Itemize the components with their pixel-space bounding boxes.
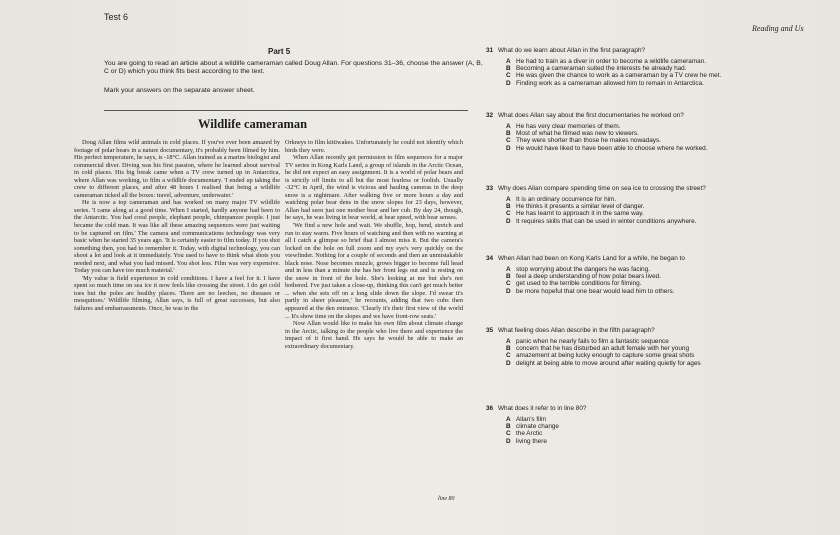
paragraph: Orkneys to film kittiwakes. Unfortunately he could not identify which birds they were.: [285, 139, 463, 154]
option[interactable]: A He has very clear memories of them.: [506, 123, 621, 130]
question-stem: When Allan had been on Kong Karls Land for a while, he began to: [498, 255, 685, 262]
option[interactable]: A He had to train as a diver in order to become a wildlife cameraman.: [506, 58, 707, 65]
option[interactable]: D Finding work as a cameraman allowed him to remain in Antarctica.: [506, 79, 704, 87]
paragraph: He is now a top cameraman and has worked on many major TV wildlife series. 'I came along at a good time. When I started, hardly anyone had been to the Antarctic. You had coral people, elephant people, chimpanzee people. I just became the cold man. It was like all these amazing sequences were just waiting to be captured on film.' The camera and communications technology was very basic when he started 35 years ago. 'It is certainly easier to film today. If you shot something then, you had to remember it. Today, with digital technology, you can shoot a lot and look at it immediately. You used to have to think what shots you needed next, and what you had missed. You shot less. Film was very expensive. Today you can have too much material.': [74, 199, 280, 275]
option[interactable]: D He would have liked to have been able to choose where he worked.: [506, 144, 708, 152]
option[interactable]: D It requires skills that can be used in winter conditions anywhere.: [506, 217, 697, 225]
line-number-marker: line 80: [438, 496, 455, 502]
paragraph: 'We find a new hole and wait. We shuffle, hop, bend, stretch and run to stay warm. Five hours of watching and then with no warning at all I catch a glimpse so brief that I almost miss it. But the camera's locked on the hole on full zoom and my eye's very quickly on the viewfinder. Nothing for a couple of seconds and then an unmistakable black nose. Nose becomes muzzle, grows bigger to become full head and in less than a minute she has her front legs out and is resting on the snow in front of the hole. She's looking at me but she's not bothered. I've just taken a close-up, thinking this can't get much better ... when she sets off on a long slide down the slope. I'd swear it's partly in sheer pleasure,' he recounts, adding that two cubs then appeared at the den entrance. 'Clearly it's their first view of the world ... It's show time on the slopes and we have front-row seats.': [285, 222, 463, 320]
question-number: 33: [486, 185, 494, 192]
article-column-2: [285, 139, 463, 350]
question-stem: What feeling does Allan describe in the fifth paragraph?: [498, 327, 655, 334]
option[interactable]: A Allan's film: [506, 416, 547, 423]
question-stem: Why does Allan compare spending time on sea ice to crossing the street?: [498, 185, 706, 192]
question-stem: What does it refer to in line 80?: [498, 405, 587, 412]
test-label: Test 6: [104, 12, 129, 22]
option[interactable]: C He was given the chance to work as a cameraman by a TV crew he met.: [506, 72, 722, 80]
paragraph: 'My value is field experience in cold conditions. I have a feel for it. I have spent so much time on sea ice it now feels like crossing the street. I do get cold toes but the poles are healthy places. There are no leeches, no diseases or mosquitoes.' Wildlife filming, Allan says, is full of great successes, but also failures and embarrassments. Once, he was in the: [74, 274, 280, 313]
option[interactable]: B Becoming a cameraman suited the interests he already had.: [506, 65, 687, 73]
question-33: [486, 185, 836, 225]
option[interactable]: D living there: [506, 437, 547, 445]
paragraph: When Allan recently got permission to film sequences for a major TV series in Kong Karls Land, a group of islands in the Arctic Ocean, he did not expect an easy assignment. It is a world of polar bears and is strictly off limits to all but the most fearless or foolish. Usually -32°C in April, the wind is vicious and hauling cameras in the deep snow is a nightmare. After walking five or more hours a day and watching polar bear dens in the snow slopes for 23 days, however, Allan had seen just one mother bear and her cub. By day 24, though, he says, he was living in bear world, at bear speed, with bear senses.: [285, 154, 463, 222]
question-34: [486, 255, 836, 295]
question-stem: What does Allan say about the first documentaries he worked on?: [498, 112, 684, 119]
question-number: 31: [486, 47, 494, 54]
option[interactable]: C amazement at being lucky enough to capture some great shots: [506, 352, 695, 360]
question-32: [486, 112, 836, 152]
question-stem: What do we learn about Allan in the first paragraph?: [498, 47, 646, 54]
divider: [104, 110, 468, 111]
option[interactable]: B feel a deep understanding of how polar bears lived.: [506, 273, 661, 281]
instructions: You are going to read an article about a wildlife cameraman called Doug Allan. For questions 31–36, choose the answer (A, B, C or D) which you think fits best according to the text.: [104, 60, 483, 75]
part-label: Part 5: [268, 47, 291, 56]
option[interactable]: D delight at being able to move around after waiting quietly for ages: [506, 359, 701, 367]
option[interactable]: C He has learnt to approach it in the same way.: [506, 210, 644, 218]
paragraph: Now Allan would like to make his own film about climate change in the Arctic, talking to the people who live there and experience the impact of it first hand. He says he would be able to make an extraordinary documentary.: [285, 320, 463, 350]
option[interactable]: C get used to the terrible conditions for filming.: [506, 280, 642, 288]
question-36: [486, 405, 836, 445]
question-number: 32: [486, 112, 494, 119]
option[interactable]: C the Arctic: [506, 430, 543, 438]
option[interactable]: A panic when he nearly fails to film a fantastic sequence: [506, 338, 669, 345]
paragraph: Doug Allan films wild animals in cold places. If you've ever been amazed by footage of polar bears in a nature documentary, it's probably been filmed by him. His perfect temperature, he says, is -18°C. Allan trained as a marine biologist and commercial diver. Diving was his first passion, where he learned about survival in cold places. His big break came when a TV crew turned up in Antarctica, where Allan was working, to film a wildlife documentary. 'I ended up taking the crew to different places, and after 48 hours I realised that being a wildlife cameraman ticked all the boxes: travel, adventure, underwater.': [74, 139, 280, 199]
option[interactable]: B climate change: [506, 423, 559, 431]
mark-instructions: Mark your answers on the separate answer sheet.: [104, 87, 255, 94]
option[interactable]: D be more hopeful that one bear would lead him to others.: [506, 287, 675, 295]
question-number: 36: [486, 405, 494, 412]
article-column-1: [74, 139, 280, 313]
question-31: [486, 47, 836, 87]
option[interactable]: A It is an ordinary occurrence for him.: [506, 196, 617, 203]
section-header: Reading and Us: [752, 24, 804, 33]
option[interactable]: B He thinks it presents a similar level of danger.: [506, 203, 645, 211]
question-number: 34: [486, 255, 494, 262]
question-35: [486, 327, 836, 367]
option[interactable]: B concern that he has disturbed an adult female with her young: [506, 345, 690, 353]
option[interactable]: C They were shorter than those he makes nowadays.: [506, 137, 661, 145]
option[interactable]: B Most of what he filmed was new to viewers.: [506, 130, 639, 138]
option[interactable]: A stop worrying about the dangers he was facing.: [506, 266, 650, 273]
question-number: 35: [486, 327, 494, 334]
article-title: Wildlife cameraman: [198, 117, 308, 131]
